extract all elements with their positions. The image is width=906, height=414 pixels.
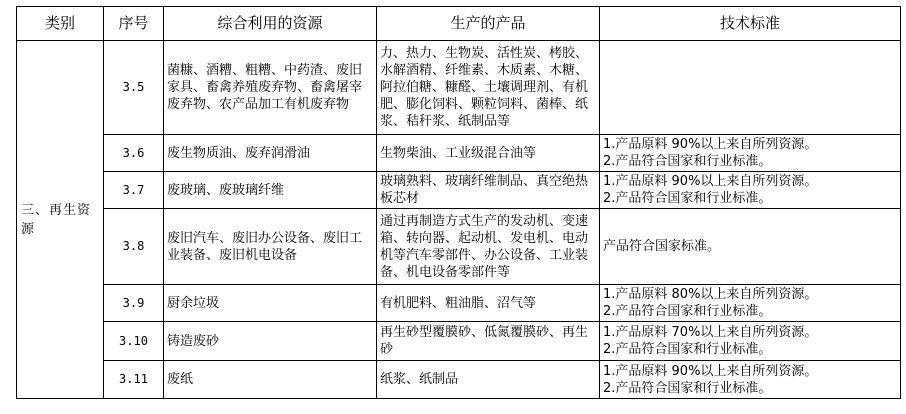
table-row (17, 135, 901, 172)
header-resource: 综合利用的资源 (164, 7, 377, 41)
row-resource: 废生物质油、废弃润滑油 (164, 135, 377, 172)
standard-line-2: 2.产品符合国家和行业标准。 (603, 380, 772, 396)
row-product: 力、热力、生物炭、活性炭、栲胶、水解酒精、纤维素、木质素、木糖、阿拉伯糖、糠醛、土壤调理剂、有机肥、膨化饲料、颗粒饲料、菌棒、纸浆、秸秆浆、纸制品等 (377, 41, 600, 135)
table-row (17, 209, 901, 285)
header-category: 类别 (17, 7, 104, 41)
row-standard (600, 285, 901, 322)
row-resource: 废旧汽车、废旧办公设备、废旧工业装备、废旧机电设备 (164, 209, 377, 285)
table-row (17, 322, 901, 361)
row-product: 玻璃熟料、玻璃纤维制品、真空绝热板芯材 (377, 172, 600, 209)
standard-line-1: 1.产品原料 70%以上来自所列资源。 (603, 325, 818, 340)
table-row (17, 361, 901, 399)
standard-line-1: 1.产品原料 90%以上来自所列资源。 (603, 137, 818, 152)
standard-line-1: 1.产品原料 90%以上来自所列资源。 (603, 363, 818, 379)
row-product: 纸浆、纸制品 (377, 361, 600, 399)
row-standard (600, 172, 901, 209)
row-product: 生物柴油、工业级混合油等 (377, 135, 600, 172)
row-standard (600, 322, 901, 361)
row-product: 通过再制造方式生产的发动机、变速箱、转向器、起动机、发电机、电动机等汽车零部件、办公设备、工业装备、机电设备零部件等 (377, 209, 600, 285)
standard-line-1: 1.产品原料 90%以上来自所列资源。 (603, 174, 818, 189)
header-standard: 技术标准 (600, 7, 901, 41)
row-resource: 菌糠、酒糟、粗糟、中药渣、废旧家具、畜禽养殖废弃物、畜禽屠宰废弃物、农产品加工有机废弃物 (164, 41, 377, 135)
row-number: 3.7 (104, 172, 164, 209)
row-resource: 废纸 (164, 361, 377, 399)
standard-line-2: 2.产品符合国家和行业标准。 (603, 191, 772, 206)
row-product: 再生砂型覆膜砂、低氮覆膜砂、再生砂 (377, 322, 600, 361)
standard-line-2: 2.产品符合国家和行业标准。 (603, 154, 772, 169)
standard-line-1: 1.产品原料 80%以上来自所列资源。 (603, 287, 818, 302)
row-resource: 铸造废砂 (164, 322, 377, 361)
row-standard (600, 361, 901, 399)
resource-table (16, 6, 901, 399)
row-number: 3.11 (104, 361, 164, 399)
standard-line-2: 2.产品符合国家和行业标准。 (603, 304, 772, 319)
row-number: 3.8 (104, 209, 164, 285)
row-standard (600, 135, 901, 172)
table-row (17, 172, 901, 209)
row-resource: 厨余垃圾 (164, 285, 377, 322)
header-product: 生产的产品 (377, 7, 600, 41)
header-number: 序号 (104, 7, 164, 41)
row-number: 3.10 (104, 322, 164, 361)
row-product: 有机肥料、粗油脂、沼气等 (377, 285, 600, 322)
table-header-row (17, 7, 901, 41)
row-number: 3.9 (104, 285, 164, 322)
category-cell: 三、再生资源 (17, 41, 104, 399)
table-row (17, 41, 901, 135)
standard-line-2: 2.产品符合国家和行业标准。 (603, 342, 772, 357)
table-row (17, 285, 901, 322)
row-resource: 废玻璃、废玻璃纤维 (164, 172, 377, 209)
standard-line-1: 产品符合国家标准。 (603, 239, 721, 254)
row-number: 3.6 (104, 135, 164, 172)
row-standard (600, 209, 901, 285)
row-standard (600, 41, 901, 135)
row-number: 3.5 (104, 41, 164, 135)
